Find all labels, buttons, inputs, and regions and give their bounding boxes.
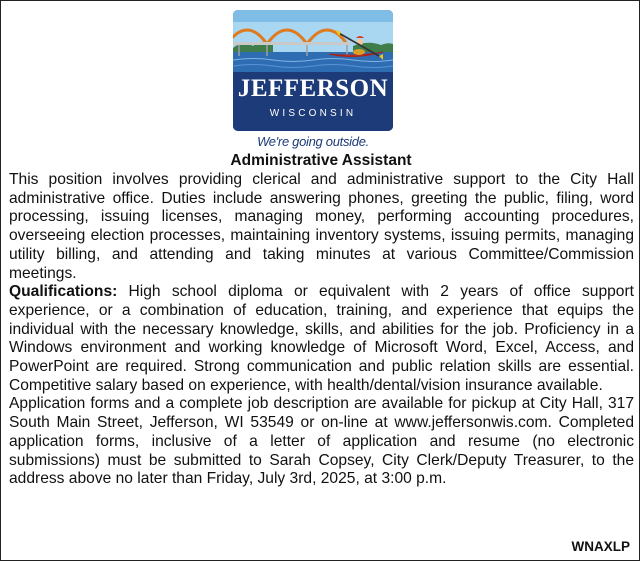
qualifications-label: Qualifications: (9, 283, 118, 301)
duties-paragraph: This position involves providing clerical and administrative support to the City Hall administrative office. Duties include answering phones, greeting the public, filing, word processing, issuing licenses, managing money, performing accounting procedures, overseeing election processes, maintaining inventory systems, issuing permits, managing utility billing, and attending and taking minutes at various Committee/Commission meetings. (9, 171, 634, 282)
logo-city-name: JEFFERSON (237, 75, 389, 102)
ad-body (9, 171, 634, 489)
qualifications-paragraph (9, 283, 634, 395)
logo-tagline: We're going outside. (257, 134, 369, 149)
qualifications-text: High school diploma or equivalent with 2 years of office support experience, or a combination of education, training, and experience that equips the individual with the necessary knowledge, skills, and abilities for the job. Proficiency in a Windows environment and working knowledge of Microsoft Word, Excel, Access, and PowerPoint are required. Strong communication and public relation skills are essential. Competitive salary based on experience, with health/dental/vision insurance available. (9, 283, 634, 394)
application-paragraph: Application forms and a complete job description are available for pickup at City Hall, 317 South Main Street, Jefferson, WI 53549 or on-line at www.jeffersonwis.com. Completed application forms, inclusive of a letter of application and resume (no electronic submissions) must be submitted to Sarah Copsey, City Clerk/Deputy Treasurer, to the address above no later than Friday, July 3rd, 2025, at 3:00 p.m. (9, 395, 634, 488)
logo-state-name: WISCONSIN (269, 108, 357, 119)
logo-badge (233, 10, 393, 131)
job-title: Administrative Assistant (230, 152, 412, 169)
jefferson-logo (233, 10, 393, 152)
ad-code: WNAXLP (571, 539, 630, 554)
